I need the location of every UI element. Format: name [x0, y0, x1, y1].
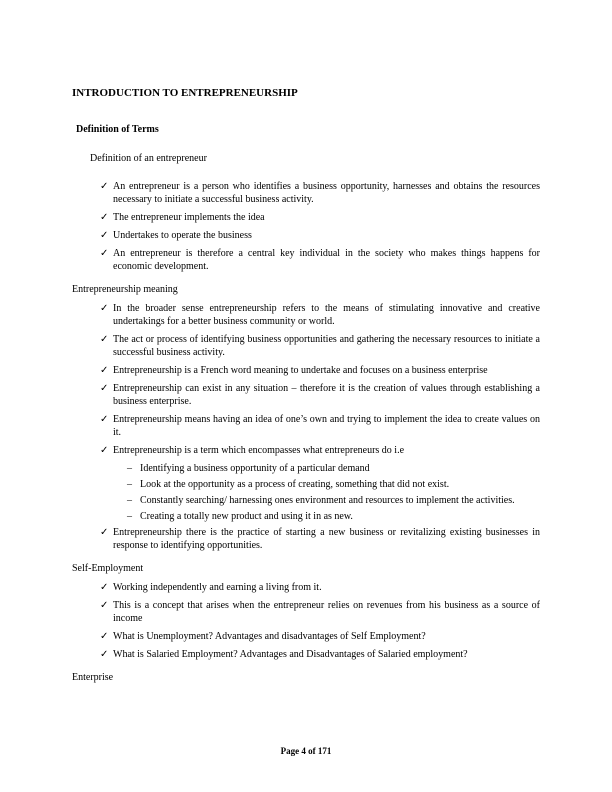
check-list-item: [72, 382, 540, 408]
checkmark-icon: ✓: [100, 230, 109, 241]
checkmark-icon: ✓: [100, 365, 109, 376]
check-list-item: [72, 302, 540, 328]
checkmark-icon: ✓: [100, 527, 109, 538]
checkmark-icon: ✓: [100, 414, 109, 425]
dash-list-item: [72, 462, 540, 475]
check-list-item: [72, 599, 540, 625]
list-item-text: The act or process of identifying business opportunities and gathering the necessary resources to initiate a successful business activity.: [113, 334, 540, 358]
list-item-text: Entrepreneurship is a term which encompasses what entrepreneurs do i.e: [113, 445, 405, 456]
checkmark-icon: ✓: [100, 631, 109, 642]
section-label: Self-Employment: [72, 563, 144, 574]
list-item-text: Entrepreneurship there is the practice of starting a new business or revitalizing existing businesses in response to identifying opportunities.: [113, 527, 540, 551]
checkmark-icon: ✓: [100, 334, 109, 345]
list-item-text: Creating a totally new product and using it in as new.: [140, 511, 353, 522]
section-heading: Definition of Terms: [76, 124, 159, 135]
list-item-text: The entrepreneur implements the idea: [113, 212, 265, 223]
check-list-item: [72, 180, 540, 206]
list-item-text: An entrepreneur is therefore a central key individual in the society who makes things happens for economic development.: [113, 248, 540, 272]
dash-list-item: [72, 478, 540, 491]
dash-icon: –: [127, 511, 132, 522]
checkmark-icon: ✓: [100, 181, 109, 192]
page-footer: [0, 746, 612, 757]
check-list-item: [72, 247, 540, 273]
check-list-item: [72, 648, 540, 661]
list-item-text: An entrepreneur is a person who identifies a business opportunity, harnesses and obtains the resources necessary to initiate a successful business activity.: [113, 181, 540, 205]
checkmark-icon: ✓: [100, 582, 109, 593]
section-label: Entrepreneurship meaning: [72, 284, 178, 295]
check-list-item: [72, 364, 540, 377]
section-label: Enterprise: [72, 672, 114, 683]
checkmark-icon: ✓: [100, 383, 109, 394]
check-list-item: [72, 630, 540, 643]
list-item-text: Undertakes to operate the business: [113, 230, 252, 241]
list-item-text: What is Unemployment? Advantages and disadvantages of Self Employment?: [113, 631, 426, 642]
check-list-item: [72, 211, 540, 224]
list-item-text: Entrepreneurship is a French word meaning to undertake and focuses on a business enterprise: [113, 365, 488, 376]
list-item-text: Constantly searching/ harnessing ones environment and resources to implement the activities.: [140, 495, 515, 506]
checkmark-icon: ✓: [100, 600, 109, 611]
dash-icon: –: [127, 463, 132, 474]
list-item-text: What is Salaried Employment? Advantages and Disadvantages of Salaried employment?: [113, 649, 468, 660]
list-item-text: This is a concept that arises when the entrepreneur relies on revenues from his business as a source of income: [113, 600, 540, 624]
page-number: Page 4 of 171: [280, 746, 332, 756]
subsection-heading: Definition of an entrepreneur: [90, 153, 207, 164]
list-item-text: Entrepreneurship can exist in any situation – therefore it is the creation of values through establishing a business enterprise.: [113, 383, 540, 407]
check-list-item: [72, 581, 540, 594]
dash-icon: –: [127, 495, 132, 506]
document-title: INTRODUCTION TO ENTREPRENEURSHIP: [72, 87, 298, 99]
dash-list-item: [72, 510, 540, 523]
checkmark-icon: ✓: [100, 303, 109, 314]
check-list-item: [72, 333, 540, 359]
list-item-text: Working independently and earning a living from it.: [113, 582, 322, 593]
check-list-item: [72, 229, 540, 242]
checkmark-icon: ✓: [100, 212, 109, 223]
checkmark-icon: ✓: [100, 248, 109, 259]
checkmark-icon: ✓: [100, 649, 109, 660]
list-item-text: Look at the opportunity as a process of creating, something that did not exist.: [140, 479, 450, 490]
check-list-item: [72, 444, 540, 457]
dash-icon: –: [127, 479, 132, 490]
dash-list-item: [72, 494, 540, 507]
check-list-item: [72, 526, 540, 552]
document-body: [72, 123, 540, 684]
list-item-text: Entrepreneurship means having an idea of one’s own and trying to implement the idea to create values on it.: [113, 414, 540, 438]
checkmark-icon: ✓: [100, 445, 109, 456]
list-item-text: Identifying a business opportunity of a particular demand: [140, 463, 370, 474]
list-item-text: In the broader sense entrepreneurship refers to the means of stimulating innovative and creative undertakings for a better business community or world.: [113, 303, 540, 327]
check-list-item: [72, 413, 540, 439]
